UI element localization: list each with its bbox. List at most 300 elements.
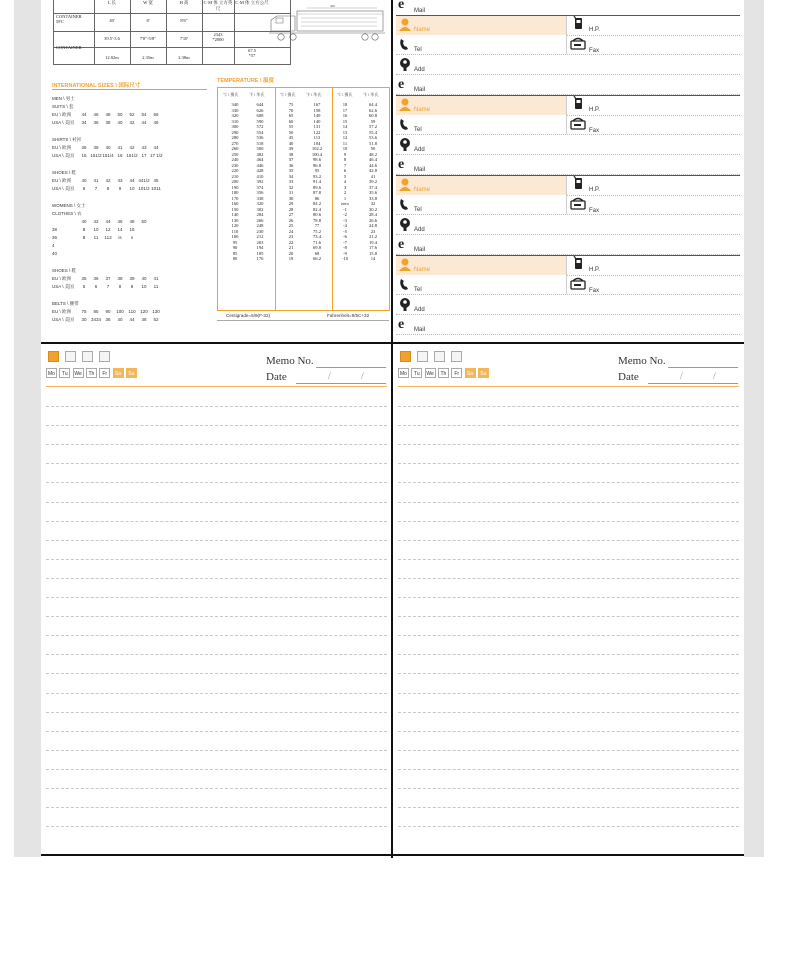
svg-text:e: e: [398, 317, 405, 330]
size-value: 37: [105, 276, 111, 281]
memo-writing-line[interactable]: [46, 826, 387, 827]
date-field[interactable]: [648, 383, 738, 384]
memo-writing-line[interactable]: [398, 788, 739, 789]
memo-writing-line[interactable]: [398, 693, 739, 694]
memo-number-label: Memo No.: [266, 355, 314, 367]
size-value: 50: [117, 112, 123, 117]
container-value: 8'6": [180, 18, 188, 23]
tel-line: [396, 134, 740, 135]
temp-header: ℃ \ 摄氏: [280, 92, 296, 97]
size-value: 10: [141, 284, 147, 289]
house-icon: [398, 297, 412, 311]
mid-divider: [41, 342, 744, 344]
weekday-tu[interactable]: Tu: [411, 368, 422, 378]
temp-header: ℃ \ 摄氏: [337, 92, 353, 97]
mobile-phone-icon: [571, 16, 585, 30]
size-value: 30: [81, 317, 87, 322]
container-header-cuft: C·M 体 立方英尺: [203, 0, 233, 11]
add-label: Add: [414, 307, 425, 313]
memo-writing-line[interactable]: [46, 731, 387, 732]
date-label: Date: [618, 371, 639, 383]
weekday-fr[interactable]: Fr: [451, 368, 462, 378]
size-value: 10: [93, 227, 99, 232]
size-value: 35: [81, 276, 87, 281]
container-value: 8': [146, 18, 150, 23]
container-value: 7'10': [179, 36, 189, 41]
size-value: 40: [117, 120, 123, 125]
rainy-weather-icon[interactable]: [99, 351, 110, 362]
size-value: 42: [129, 120, 135, 125]
memo-writing-line[interactable]: [398, 463, 739, 464]
memo-writing-line[interactable]: [398, 635, 739, 636]
size-value: 161/2: [126, 153, 138, 158]
memo-writing-line[interactable]: [46, 807, 387, 808]
size-region: 4: [52, 243, 55, 248]
center-binding-line: [391, 0, 393, 858]
size-value: 44: [81, 112, 87, 117]
size-group-title: SHOES \ 鞋: [52, 268, 77, 273]
size-value: 36: [105, 317, 111, 322]
memo-writing-line[interactable]: [398, 616, 739, 617]
size-region: 40: [52, 251, 58, 256]
size-value: 120: [140, 309, 148, 314]
container-value: 2.38m: [178, 55, 190, 60]
memo-writing-line[interactable]: [398, 578, 739, 579]
intl-sizes-rule: [52, 89, 207, 90]
container-header-h: H 高: [179, 0, 189, 5]
memo-writing-line[interactable]: [398, 826, 739, 827]
size-value: 52: [129, 112, 135, 117]
container-value: 40': [109, 18, 115, 23]
size-value: 11: [153, 284, 159, 289]
memo-writing-line[interactable]: [398, 425, 739, 426]
left-gutter: [14, 0, 41, 857]
size-region: 36: [52, 235, 58, 240]
memo-writing-line[interactable]: [46, 693, 387, 694]
hp-line: [566, 195, 740, 196]
temp-fahrenheit-col: 644 626 608 590 572 554 536 518 500 482 464 446 428 410 392 374 356 338 320 302 284 266 248 230 212 203 194 185 176: [256, 102, 264, 261]
size-row: [52, 186, 162, 192]
memo-header-rule: [398, 386, 739, 387]
size-region: EU \ 欧洲: [52, 276, 72, 281]
temp-header: ℉ \ 华氏: [306, 92, 322, 97]
size-value: 44: [129, 317, 135, 322]
memo-writing-line[interactable]: [46, 616, 387, 617]
column-divider: [566, 176, 567, 214]
size-region: USA \ 美国: [52, 284, 74, 289]
size-value: 34: [81, 120, 87, 125]
weekday-we[interactable]: We: [425, 368, 436, 378]
weekday-selector: [398, 368, 492, 378]
memo-writing-line[interactable]: [46, 406, 387, 407]
size-value: 9: [118, 186, 122, 191]
size-row: [52, 112, 162, 118]
hp-label: H.P.: [589, 267, 600, 273]
memo-writing-line[interactable]: [46, 597, 387, 598]
size-value: 39: [129, 276, 135, 281]
weekday-sa[interactable]: Sa: [113, 368, 124, 378]
add-label: Add: [414, 147, 425, 153]
container-value: 7'8"-5/8": [139, 36, 157, 41]
container-value: 67.5 *57: [248, 48, 256, 58]
size-value: 46: [93, 112, 99, 117]
house-icon: [398, 217, 412, 231]
house-icon: [398, 137, 412, 151]
size-value: 40: [117, 317, 123, 322]
column-divider: [566, 16, 567, 54]
weekday-tu[interactable]: Tu: [59, 368, 70, 378]
size-value: 110: [128, 309, 136, 314]
container-label: CONTAINER 5FC: [56, 14, 82, 24]
bottom-divider: [41, 854, 744, 856]
container-header-cum: C·M 体 立方公尺: [235, 0, 269, 5]
size-value: 14: [117, 227, 123, 232]
hp-line: [566, 275, 740, 276]
size-region: USA \ 美国: [52, 317, 74, 322]
weekday-su[interactable]: Su: [126, 368, 137, 378]
date-field[interactable]: [296, 383, 386, 384]
memo-writing-line[interactable]: [398, 673, 739, 674]
size-value: 113: [104, 235, 112, 240]
size-value: 41: [153, 276, 159, 281]
container-value: 12.02m: [105, 55, 119, 60]
memo-writing-line[interactable]: [46, 654, 387, 655]
memo-writing-line[interactable]: [46, 502, 387, 503]
container-label: CONTAINER: [56, 45, 82, 50]
size-value: 41: [117, 145, 123, 150]
weekday-th[interactable]: Th: [86, 368, 97, 378]
memo-header-rule: [46, 386, 387, 387]
phone-icon: [398, 277, 412, 291]
memo-number-field[interactable]: [668, 367, 738, 368]
size-row: [52, 235, 138, 240]
size-value: 1011: [151, 186, 161, 191]
size-value: 151/2: [90, 153, 102, 158]
svg-text:e: e: [398, 0, 405, 10]
size-value: 50: [141, 219, 147, 224]
size-region: USA \ 美国: [52, 153, 74, 158]
memo-writing-line[interactable]: [46, 425, 387, 426]
fahrenheit-formula: Fahrenheit=9/5C+32: [327, 313, 370, 318]
tel-line: [396, 54, 740, 55]
rainy-weather-icon[interactable]: [451, 351, 462, 362]
date-separator: /: [361, 371, 364, 382]
size-value: 44: [141, 120, 147, 125]
size-value: 15: [81, 153, 87, 158]
size-region: USA \ 美国: [52, 186, 74, 191]
truck-dimension-label: 40ft: [330, 4, 336, 9]
weekday-mo[interactable]: Mo: [398, 368, 409, 378]
mobile-phone-icon: [571, 96, 585, 110]
memo-writing-line[interactable]: [398, 406, 739, 407]
memo-writing-line[interactable]: [46, 482, 387, 483]
person-icon: [398, 257, 412, 271]
size-value: 52: [153, 317, 159, 322]
size-value: 46: [117, 219, 123, 224]
size-value: 40: [105, 145, 111, 150]
fax-icon: [570, 197, 588, 211]
size-region: USA \ 美国: [52, 120, 74, 125]
mail-icon: [398, 236, 412, 250]
memo-writing-line[interactable]: [398, 597, 739, 598]
size-value: 8: [106, 186, 110, 191]
size-value: 42: [129, 145, 135, 150]
size-value: 36: [81, 145, 87, 150]
cloudy-weather-icon[interactable]: [82, 351, 93, 362]
memo-writing-line[interactable]: [398, 769, 739, 770]
size-value: 75: [81, 309, 87, 314]
size-row: [52, 227, 138, 232]
phone-icon: [398, 197, 412, 211]
size-value: 43: [141, 145, 147, 150]
date-label: Date: [266, 371, 287, 383]
size-value: 8: [82, 235, 86, 240]
mail-label: Mail: [414, 247, 426, 253]
size-region: 38: [52, 227, 58, 232]
size-value: 45: [153, 178, 159, 183]
memo-writing-line[interactable]: [398, 712, 739, 713]
container-value: 2.35m: [142, 55, 154, 60]
mail-icon: [398, 0, 412, 10]
memo-writing-line[interactable]: [46, 559, 387, 560]
hp-label: H.P.: [589, 27, 600, 33]
tel-label: Tel: [414, 287, 422, 293]
size-row: [52, 219, 150, 224]
name-label: Name: [414, 107, 431, 113]
size-value: 36: [93, 120, 99, 125]
mobile-phone-icon: [571, 176, 585, 190]
svg-text:e: e: [398, 157, 405, 170]
size-value: 5: [82, 284, 86, 289]
size-row: [52, 284, 162, 290]
weekday-mo[interactable]: Mo: [46, 368, 57, 378]
size-group-title: SHIRTS \ 衬衫: [52, 137, 82, 142]
memo-number-field[interactable]: [316, 367, 386, 368]
size-value: 41: [93, 178, 99, 183]
size-row: [52, 145, 162, 151]
size-value: 43: [117, 178, 123, 183]
fax-label: Fax: [589, 208, 600, 214]
size-value: 8: [118, 284, 122, 289]
temp-header: ℉ \ 华氏: [363, 92, 379, 97]
weekday-we[interactable]: We: [73, 368, 84, 378]
add-line: [396, 74, 740, 75]
size-value: 12: [105, 227, 111, 232]
size-row: [52, 309, 162, 315]
memo-writing-line[interactable]: [398, 807, 739, 808]
size-value: 38: [117, 276, 123, 281]
temperature-title: TEMPERATURE \ 温度: [217, 78, 275, 84]
house-icon: [398, 57, 412, 71]
container-value: 2343 *2000: [212, 32, 224, 42]
fax-icon: [570, 37, 588, 51]
container-value: 39.5'-3.6: [104, 36, 120, 41]
memo-writing-line[interactable]: [398, 502, 739, 503]
memo-writing-line[interactable]: [398, 482, 739, 483]
size-group-title: WOMENS \ 女士: [52, 203, 86, 208]
size-value: 101/2: [138, 186, 150, 191]
memo-writing-line[interactable]: [46, 578, 387, 579]
size-value: 441/2: [138, 178, 150, 183]
name-label: Name: [414, 267, 431, 273]
memo-writing-line[interactable]: [398, 540, 739, 541]
size-value: 151/4: [102, 153, 114, 158]
phone-icon: [398, 117, 412, 131]
size-row: [52, 153, 162, 159]
size-group-title: BELTS \ 腰带: [52, 301, 79, 306]
fax-label: Fax: [589, 128, 600, 134]
size-group-title: SUITS \ 套: [52, 104, 74, 109]
size-value: 40: [141, 276, 147, 281]
fax-icon: [570, 277, 588, 291]
size-value: 6: [82, 186, 86, 191]
memo-writing-line[interactable]: [46, 750, 387, 751]
weekday-fr[interactable]: Fr: [99, 368, 110, 378]
memo-writing-line[interactable]: [46, 521, 387, 522]
add-label: Add: [414, 67, 425, 73]
memo-writing-line[interactable]: [46, 463, 387, 464]
size-value: 100: [116, 309, 124, 314]
temp-celsius-col: 18 17 16 15 14 13 12 11 10 9 8 7 6 5 4 3 2 1 zero -1 -2 -3 -4 -5 -6 -7 -8 -9 -10: [341, 102, 349, 261]
size-value: 16: [117, 153, 123, 158]
size-region: EU \ 欧洲: [52, 145, 72, 150]
cloudy-weather-icon[interactable]: [434, 351, 445, 362]
weekday-th[interactable]: Th: [438, 368, 449, 378]
phone-icon: [398, 37, 412, 51]
add-line: [396, 314, 740, 315]
add-line: [396, 154, 740, 155]
person-icon: [398, 17, 412, 31]
size-value: 54: [141, 112, 147, 117]
mail-icon: [398, 316, 412, 330]
mail-icon: [398, 156, 412, 170]
mail-icon: [398, 76, 412, 90]
memo-writing-line[interactable]: [46, 712, 387, 713]
size-value: 42: [105, 178, 111, 183]
svg-text:e: e: [398, 237, 405, 250]
size-group-title: MEN \ 男士: [52, 96, 75, 101]
size-value: 44: [105, 219, 111, 224]
size-region: EU \ 欧洲: [52, 309, 72, 314]
tel-line: [396, 294, 740, 295]
size-value: s: [130, 235, 134, 240]
date-separator: /: [680, 371, 683, 382]
mail-label: Mail: [414, 327, 426, 333]
temp-celsius-col: 340 330 320 310 300 290 280 270 260 250 240 230 220 210 200 190 180 170 160 150 140 130 120 110 100 95 90 85 80: [231, 102, 239, 261]
fax-icon: [570, 117, 588, 131]
size-value: 9: [130, 284, 134, 289]
name-label: Name: [414, 187, 431, 193]
size-value: 42: [93, 219, 99, 224]
size-region: EU \ 欧洲: [52, 112, 72, 117]
size-value: 36: [93, 276, 99, 281]
size-value: 8: [82, 227, 86, 232]
mobile-phone-icon: [571, 256, 585, 270]
reference-page: [41, 0, 391, 342]
add-label: Add: [414, 227, 425, 233]
size-value: is: [118, 235, 122, 240]
size-value: 48: [141, 317, 147, 322]
size-value: 17: [141, 153, 147, 158]
size-row: [52, 317, 162, 323]
weekday-selector: [46, 368, 140, 378]
fax-label: Fax: [589, 48, 600, 54]
memo-writing-line[interactable]: [46, 444, 387, 445]
column-divider: [566, 96, 567, 134]
hp-line: [566, 35, 740, 36]
size-value: 44: [153, 145, 159, 150]
memo-writing-line[interactable]: [46, 788, 387, 789]
size-value: 48: [105, 112, 111, 117]
tel-label: Tel: [414, 127, 422, 133]
size-value: 17 1/2: [150, 153, 163, 158]
memo-number-label: Memo No.: [618, 355, 666, 367]
size-row: [52, 243, 90, 248]
partly-cloudy-weather-icon[interactable]: [65, 351, 76, 362]
size-value: 40: [81, 219, 87, 224]
size-value: 40: [81, 178, 87, 183]
size-value: 39: [93, 145, 99, 150]
memo-writing-line[interactable]: [46, 540, 387, 541]
memo-writing-line[interactable]: [398, 731, 739, 732]
tel-label: Tel: [414, 207, 422, 213]
size-row: [52, 276, 162, 282]
memo-writing-line[interactable]: [398, 750, 739, 751]
centigrade-formula: Centigrade=5/9(F-32): [226, 313, 271, 318]
size-row: [52, 251, 90, 256]
sunny-weather-icon[interactable]: [48, 351, 59, 362]
memo-writing-line[interactable]: [398, 654, 739, 655]
memo-writing-line[interactable]: [46, 769, 387, 770]
container-truck-icon: [267, 4, 387, 44]
temp-bottom-rule: [217, 320, 389, 321]
temp-celsius-col: 75 70 65 60 55 50 45 40 39 38 37 36 35 34 33 32 31 30 29 28 27 26 25 24 23 22 21 20 19: [288, 102, 294, 261]
size-group-title: CLOTHES \ 衣: [52, 211, 82, 216]
size-group-title: SHOES \ 鞋: [52, 170, 77, 175]
size-value: 44: [129, 178, 135, 183]
name-label: Name: [414, 27, 431, 33]
svg-text:e: e: [398, 77, 405, 90]
memo-writing-line[interactable]: [46, 673, 387, 674]
add-line: [396, 234, 740, 235]
mail-label: Mail: [414, 167, 426, 173]
sunny-weather-icon[interactable]: [400, 351, 411, 362]
memo-writing-line[interactable]: [398, 521, 739, 522]
weekday-sa[interactable]: Sa: [465, 368, 476, 378]
size-value: 85: [93, 309, 99, 314]
size-value: 38: [105, 120, 111, 125]
mail-label: Mail: [414, 87, 426, 93]
temp-fahrenheit-col: 64.4 62.6 60.8 59 57.2 55.4 53.6 51.8 50 48.2 46.4 44.6 42.8 41 39.2 37.4 35.6 33.8 32 30.2 28.4 26.6 24.8 23 21.2 19.4 17.6 15.8 14: [368, 102, 378, 261]
memo-writing-line[interactable]: [398, 559, 739, 560]
temp-fahrenheit-col: 167 158 149 140 131 122 113 104 102.2 100.4 98.6 96.8 95 93.2 91.4 89.6 87.8 86 84.2 82.4 80.6 78.8 77 75.2 73.4 71.6 69.8 68 66.2: [311, 102, 323, 261]
memo-writing-line[interactable]: [46, 635, 387, 636]
hp-line: [566, 115, 740, 116]
size-value: 90: [105, 309, 111, 314]
size-value: 7: [106, 284, 110, 289]
memo-writing-line[interactable]: [398, 444, 739, 445]
person-icon: [398, 177, 412, 191]
container-header-l: L 长: [107, 0, 117, 5]
weekday-su[interactable]: Su: [478, 368, 489, 378]
size-value: 11: [93, 235, 99, 240]
date-separator: /: [713, 371, 716, 382]
temperature-table: [217, 87, 390, 311]
tel-label: Tel: [414, 47, 422, 53]
person-icon: [398, 97, 412, 111]
partly-cloudy-weather-icon[interactable]: [417, 351, 428, 362]
size-value: 7: [94, 186, 98, 191]
